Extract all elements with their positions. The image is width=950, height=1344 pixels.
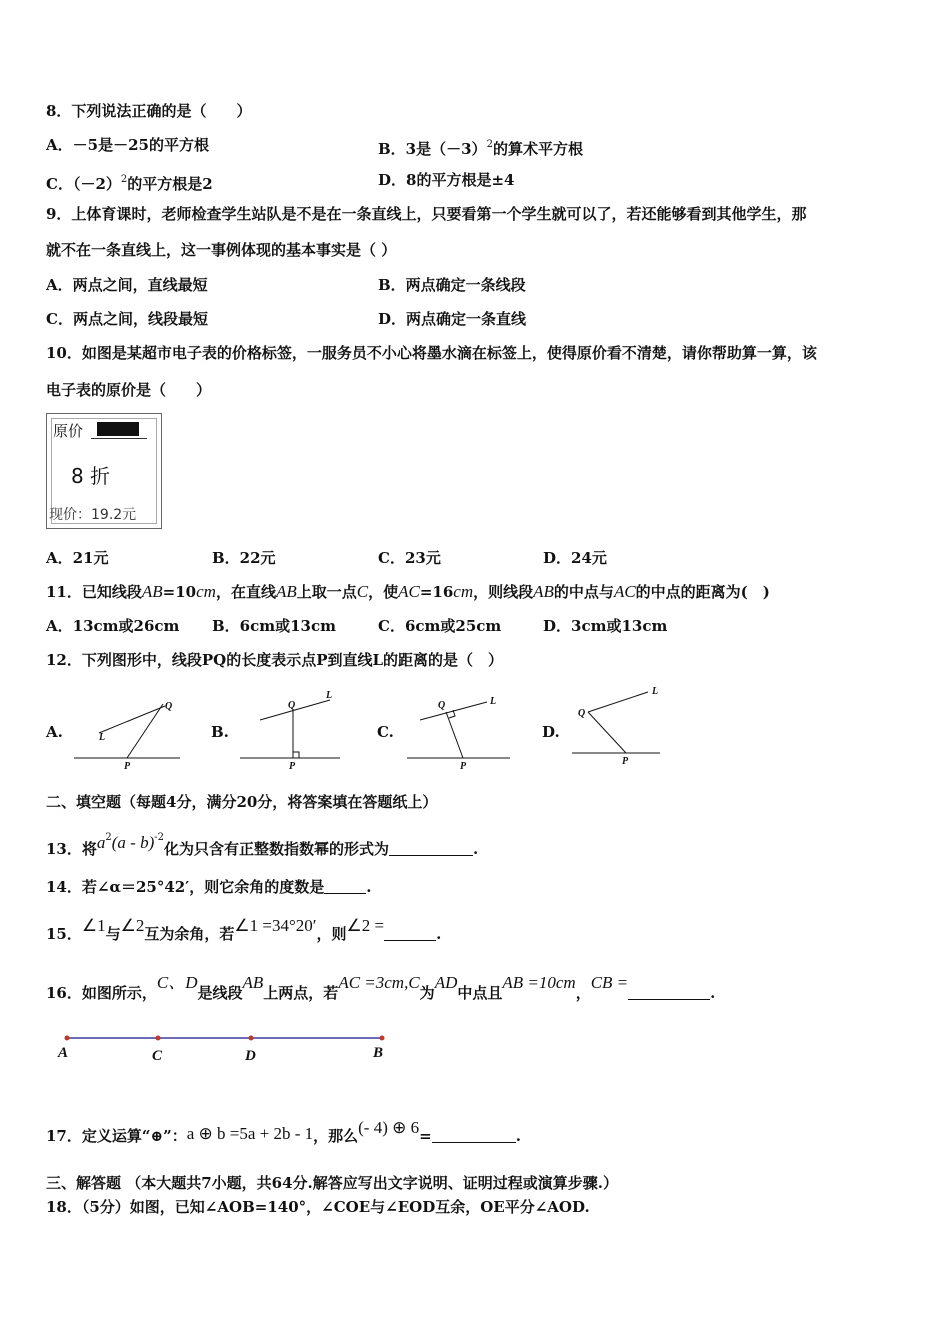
q8-option-c: C．$(-2)^2$的平方根是2 <box>46 174 213 193</box>
q11-option-d: D．3cm或13cm <box>543 617 668 635</box>
fig-d-segment-pq <box>588 712 626 753</box>
q10-stem-line1: 10．如图是某超市电子表的价格标签，一服务员不小心将墨水滴在标签上，使得原价看不清楚，请你帮助算一算，该 <box>46 344 817 362</box>
q12-option-d: D. <box>542 723 560 741</box>
q9-option-c: C．两点之间，线段最短 <box>46 310 208 328</box>
q13-stem: 13．将$a^2(a - b)^{-2}$化为只含有正整数指数幂的形式为 . <box>46 832 479 858</box>
fig-a-segment-pq <box>127 704 163 758</box>
fig-c-label-l: L <box>490 696 497 707</box>
price-tag-current: 现价：19.2元 <box>49 507 137 523</box>
point-c <box>156 1036 161 1041</box>
q15-answer-blank[interactable] <box>384 926 436 941</box>
q10-option-a: A．21元 <box>46 549 109 567</box>
point-a <box>65 1036 70 1041</box>
q11-option-a: A．13cm或26cm <box>46 617 180 635</box>
label-b: B <box>373 1045 384 1061</box>
price-tag-figure <box>46 413 162 529</box>
fig-a-line-l <box>99 706 165 733</box>
q8-stem: 8．下列说法正确的是（ ） <box>46 102 252 120</box>
fig-c-label-p: P <box>460 761 467 772</box>
q8-option-a: A．－5是－25的平方根 <box>46 136 209 154</box>
q8-option-d: D．8的平方根是±4 <box>378 171 515 189</box>
fig-b-label-q: Q <box>288 700 296 711</box>
q12-option-b: B. <box>211 723 229 741</box>
price-tag-discount: 8 折 <box>71 464 111 488</box>
q13-answer-blank[interactable] <box>389 841 473 856</box>
price-tag-original-label: 原价 <box>53 422 84 440</box>
q9-option-b: B．两点确定一条线段 <box>378 276 526 294</box>
point-b <box>380 1036 385 1041</box>
q12-stem: 12．下列图形中，线段PQ的长度表示点P到直线L的距离的是（ ） <box>46 651 504 669</box>
fig-d-label-p: P <box>622 756 629 767</box>
label-d: D <box>245 1048 256 1064</box>
fig-b-label-p: P <box>289 761 296 772</box>
q9-stem-line2: 就不在一条直线上，这一事例体现的基本事实是（ ） <box>46 241 397 259</box>
q12-figures <box>0 680 950 775</box>
fig-a-label-l: L <box>99 732 106 743</box>
fig-c-label-q: Q <box>438 700 446 711</box>
q9-option-d: D．两点确定一条直线 <box>378 310 527 328</box>
q16-answer-blank[interactable] <box>628 985 710 1000</box>
q10-option-c: C．23元 <box>378 549 441 567</box>
q10-stem-line2: 电子表的原价是（ ） <box>46 381 212 399</box>
q16-stem: 16．如图所示，C、D是线段AB上两点，若AC =3cm,C为AD中点且AB =10cm，CB =. <box>46 973 716 1002</box>
fig-a-label-q: Q <box>165 701 173 712</box>
q14-stem: 14．若∠α＝25°42′，则它余角的度数是 . <box>46 878 372 896</box>
fig-b-right-angle <box>293 752 299 758</box>
fig-b-label-l: L <box>326 690 333 701</box>
q11-option-c: C．6cm或25cm <box>378 617 502 635</box>
q12-option-c: C. <box>377 723 394 741</box>
q17-answer-blank[interactable] <box>432 1128 516 1143</box>
fig-c-segment-pq <box>446 712 463 758</box>
q9-option-a: A．两点之间，直线最短 <box>46 276 208 294</box>
q10-option-d: D．24元 <box>543 549 607 567</box>
q16-segment-figure <box>50 1030 410 1070</box>
q11-stem: 11．已知线段AB=10cm，在直线AB上取一点C，使AC=16cm，则线段AB的中点与AC的中点的距离为( ) <box>46 582 770 601</box>
fig-d-label-q: Q <box>578 708 586 719</box>
point-d <box>249 1036 254 1041</box>
q10-option-b: B．22元 <box>212 549 276 567</box>
price-underline <box>91 438 147 439</box>
q17-stem: 17．定义运算“⊕”：a ⊕ b =5a + 2b - 1，那么(- 4) ⊕ 6= . <box>46 1118 521 1145</box>
q18-stem: 18．（5分）如图，已知∠AOB=140°，∠COE与∠EOD互余，OE平分∠AOD. <box>46 1198 590 1216</box>
q8-option-b: B．3是$(-3)^2$的算术平方根 <box>378 139 583 158</box>
q11-option-b: B．6cm或13cm <box>212 617 336 635</box>
q15-stem: 15．∠1与∠2互为余角，若∠1 =34°20′，则∠2 = . <box>46 916 442 943</box>
q14-answer-blank[interactable] <box>324 879 366 894</box>
fig-a-label-p: P <box>124 761 131 772</box>
q9-stem-line1: 9．上体育课时，老师检查学生站队是不是在一条直线上，只要看第一个学生就可以了，若还能够看到其他学生，那 <box>46 205 807 223</box>
section-2-heading: 二、填空题（每题4分，满分20分，将答案填在答题纸上） <box>46 793 438 811</box>
label-a: A <box>58 1045 69 1061</box>
ink-blot <box>97 422 139 436</box>
label-c: C <box>152 1048 163 1064</box>
q12-option-a: A. <box>46 723 63 741</box>
section-3-heading: 三、解答题 （本大题共7小题，共64分.解答应写出文字说明、证明过程或演算步骤.） <box>46 1174 618 1192</box>
fig-d-label-l: L <box>652 686 659 697</box>
fig-d-line-l <box>588 692 648 712</box>
